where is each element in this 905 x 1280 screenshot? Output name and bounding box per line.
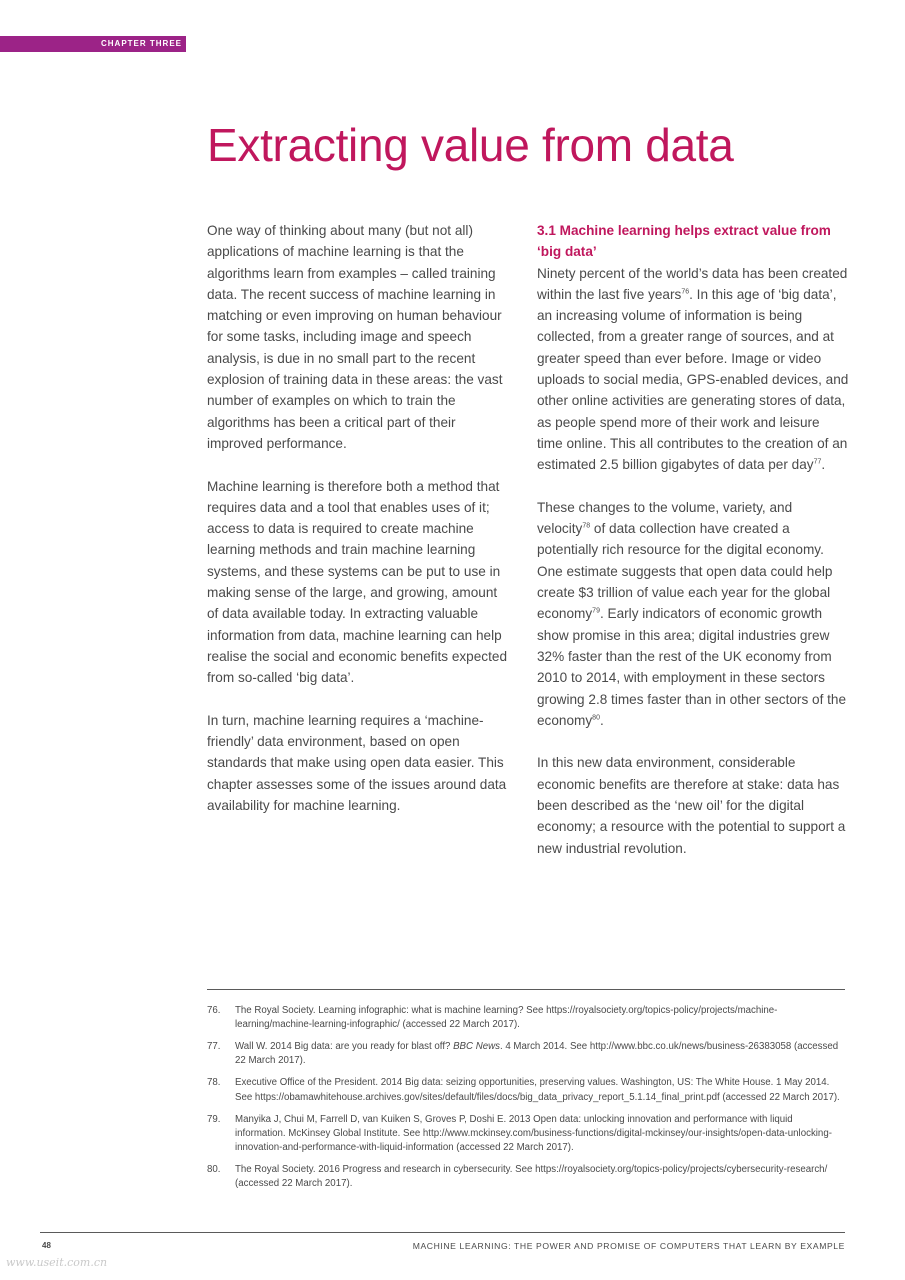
page-title: Extracting value from data <box>207 119 734 171</box>
footnote-number: 80. <box>207 1164 221 1176</box>
footnote <box>207 1113 845 1156</box>
footnote <box>207 1076 845 1105</box>
text-run: These changes to the volume, variety, and velocity <box>537 499 793 537</box>
footnote-ref: 77 <box>813 458 822 466</box>
footnote-text <box>235 1040 845 1069</box>
footnote-text: The Royal Society. 2016 Progress and research in cybersecurity. See https://royalsociety.org/topics-policy/projects/cybersecurity-research/ (accessed 22 March 2017). <box>235 1164 828 1190</box>
footnote <box>207 1004 845 1033</box>
body-paragraph <box>537 497 849 731</box>
footnote-ref: 79 <box>592 607 600 615</box>
text-run: of data collection have created a potentially rich resource for the digital economy. One estimate suggests that open data could help create $3 trillion of value each year for the global economy <box>537 521 833 622</box>
footnote-ref: 78 <box>582 522 591 530</box>
footnote-number: 79. <box>207 1113 221 1125</box>
text-run: . Early indicators of economic growth show promise in this area; digital industries grew 32% faster than the rest of the UK economy from 2010 to 2014, with employment in these sectors growing 2.8 times faster than in other sectors of the economy <box>537 606 847 728</box>
footnote-ref: 76 <box>681 288 690 296</box>
section-heading: 3.1 Machine learning helps extract value from ‘big data’ <box>537 223 831 260</box>
text-run: . <box>599 712 604 728</box>
body-paragraph: In turn, machine learning requires a ‘machine-friendly’ data environment, based on open standards that make using open data easier. This chapter assesses some of the issues around data availability for machine learning. <box>207 712 507 814</box>
body-paragraph: One way of thinking about many (but not all) applications of machine learning is that the algorithms learn from examples – called training data. The recent success of machine learning in matching or even improving on human behaviour for some tasks, including image and speech analysis, is due in no small part to the recent explosion of training data in these areas: the vast number of examples on which to train the algorithms has been a critical part of their improved performance. <box>207 223 503 451</box>
text-run: Wall W. 2014 Big data: are you ready for blast off? <box>235 1041 454 1053</box>
footnote-text: The Royal Society. Learning infographic: what is machine learning? See https://royalsociety.org/topics-policy/projects/machine-learning/machine-learning-infographic/ (accessed 22 March 2017). <box>235 1005 778 1031</box>
chapter-tab <box>0 36 186 52</box>
footnote <box>207 1040 845 1069</box>
text-run: . In this age of ‘big data’, an increasing volume of information is being collected, from a greater range of sources, and at greater speed than ever before. Image or video uploads to social media, GPS-enabled devices, and other online activities are generating stores of data, as people spend more of their work and leisure time online. This all contributes to the creation of an estimated 2.5 billion gigabytes of data per day <box>537 286 849 473</box>
footnotes <box>207 1004 845 1199</box>
footnote-number: 77. <box>207 1041 221 1053</box>
right-column <box>537 220 849 880</box>
footnote-number: 78. <box>207 1077 221 1089</box>
footnote-ref: 80 <box>592 714 600 722</box>
body-paragraph: In this new data environment, considerable economic benefits are therefore at stake: data has been described as the ‘new oil’ for the digital economy; a resource with the potential to support a new industrial revolution. <box>537 755 846 856</box>
page-number: 48 <box>42 1241 51 1250</box>
body-paragraph: Machine learning is therefore both a method that requires data and a tool that enables uses of it; access to data is required to create machine learning methods and train machine learning systems, and these systems can be put to use in making sense of the large, and growing, amount of data available today. In extracting valuable information from data, machine learning can help realise the social and economic benefits expected from so-called ‘big data’. <box>207 478 507 686</box>
publication-name: BBC News <box>453 1041 500 1053</box>
footnote-text: Executive Office of the President. 2014 Big data: seizing opportunities, preserving values. Washington, US: The White House. 1 May 2014. See https://obamawhitehouse.archives.gov/sites/default/files/docs/big_data_privacy_report_5.1.14_final_print.pdf (accessed 22 March 2017). <box>235 1077 840 1103</box>
text-run: Ninety percent of the world’s data has been created within the last five years <box>537 265 848 302</box>
watermark: www.useit.com.cn <box>6 1256 108 1269</box>
body-paragraph <box>537 263 849 476</box>
footnote <box>207 1163 845 1192</box>
footnote-divider <box>207 989 845 990</box>
left-column <box>207 220 507 838</box>
running-title: MACHINE LEARNING: THE POWER AND PROMISE OF COMPUTERS THAT LEARN BY EXAMPLE <box>412 1241 845 1251</box>
footnote-number: 76. <box>207 1005 221 1016</box>
text-run: . 4 March 2014. See http://www.bbc.co.uk/news/business-26383058 (accessed 22 March 2017). <box>235 1041 839 1067</box>
text-run: . <box>821 457 826 473</box>
footer-divider <box>40 1232 845 1233</box>
footnote-text: Manyika J, Chui M, Farrell D, van Kuiken S, Groves P, Doshi E. 2013 Open data: unlocking innovation and performance with liquid information. McKinsey Global Institute. See http://www.mckinsey.com/business-functions/digital-mckinsey/our-insights/open-data-unlocking-innovation-and-performance-with-liquid-information (accessed 22 March 2017). <box>235 1113 832 1154</box>
chapter-label: CHAPTER THREE <box>100 39 182 48</box>
